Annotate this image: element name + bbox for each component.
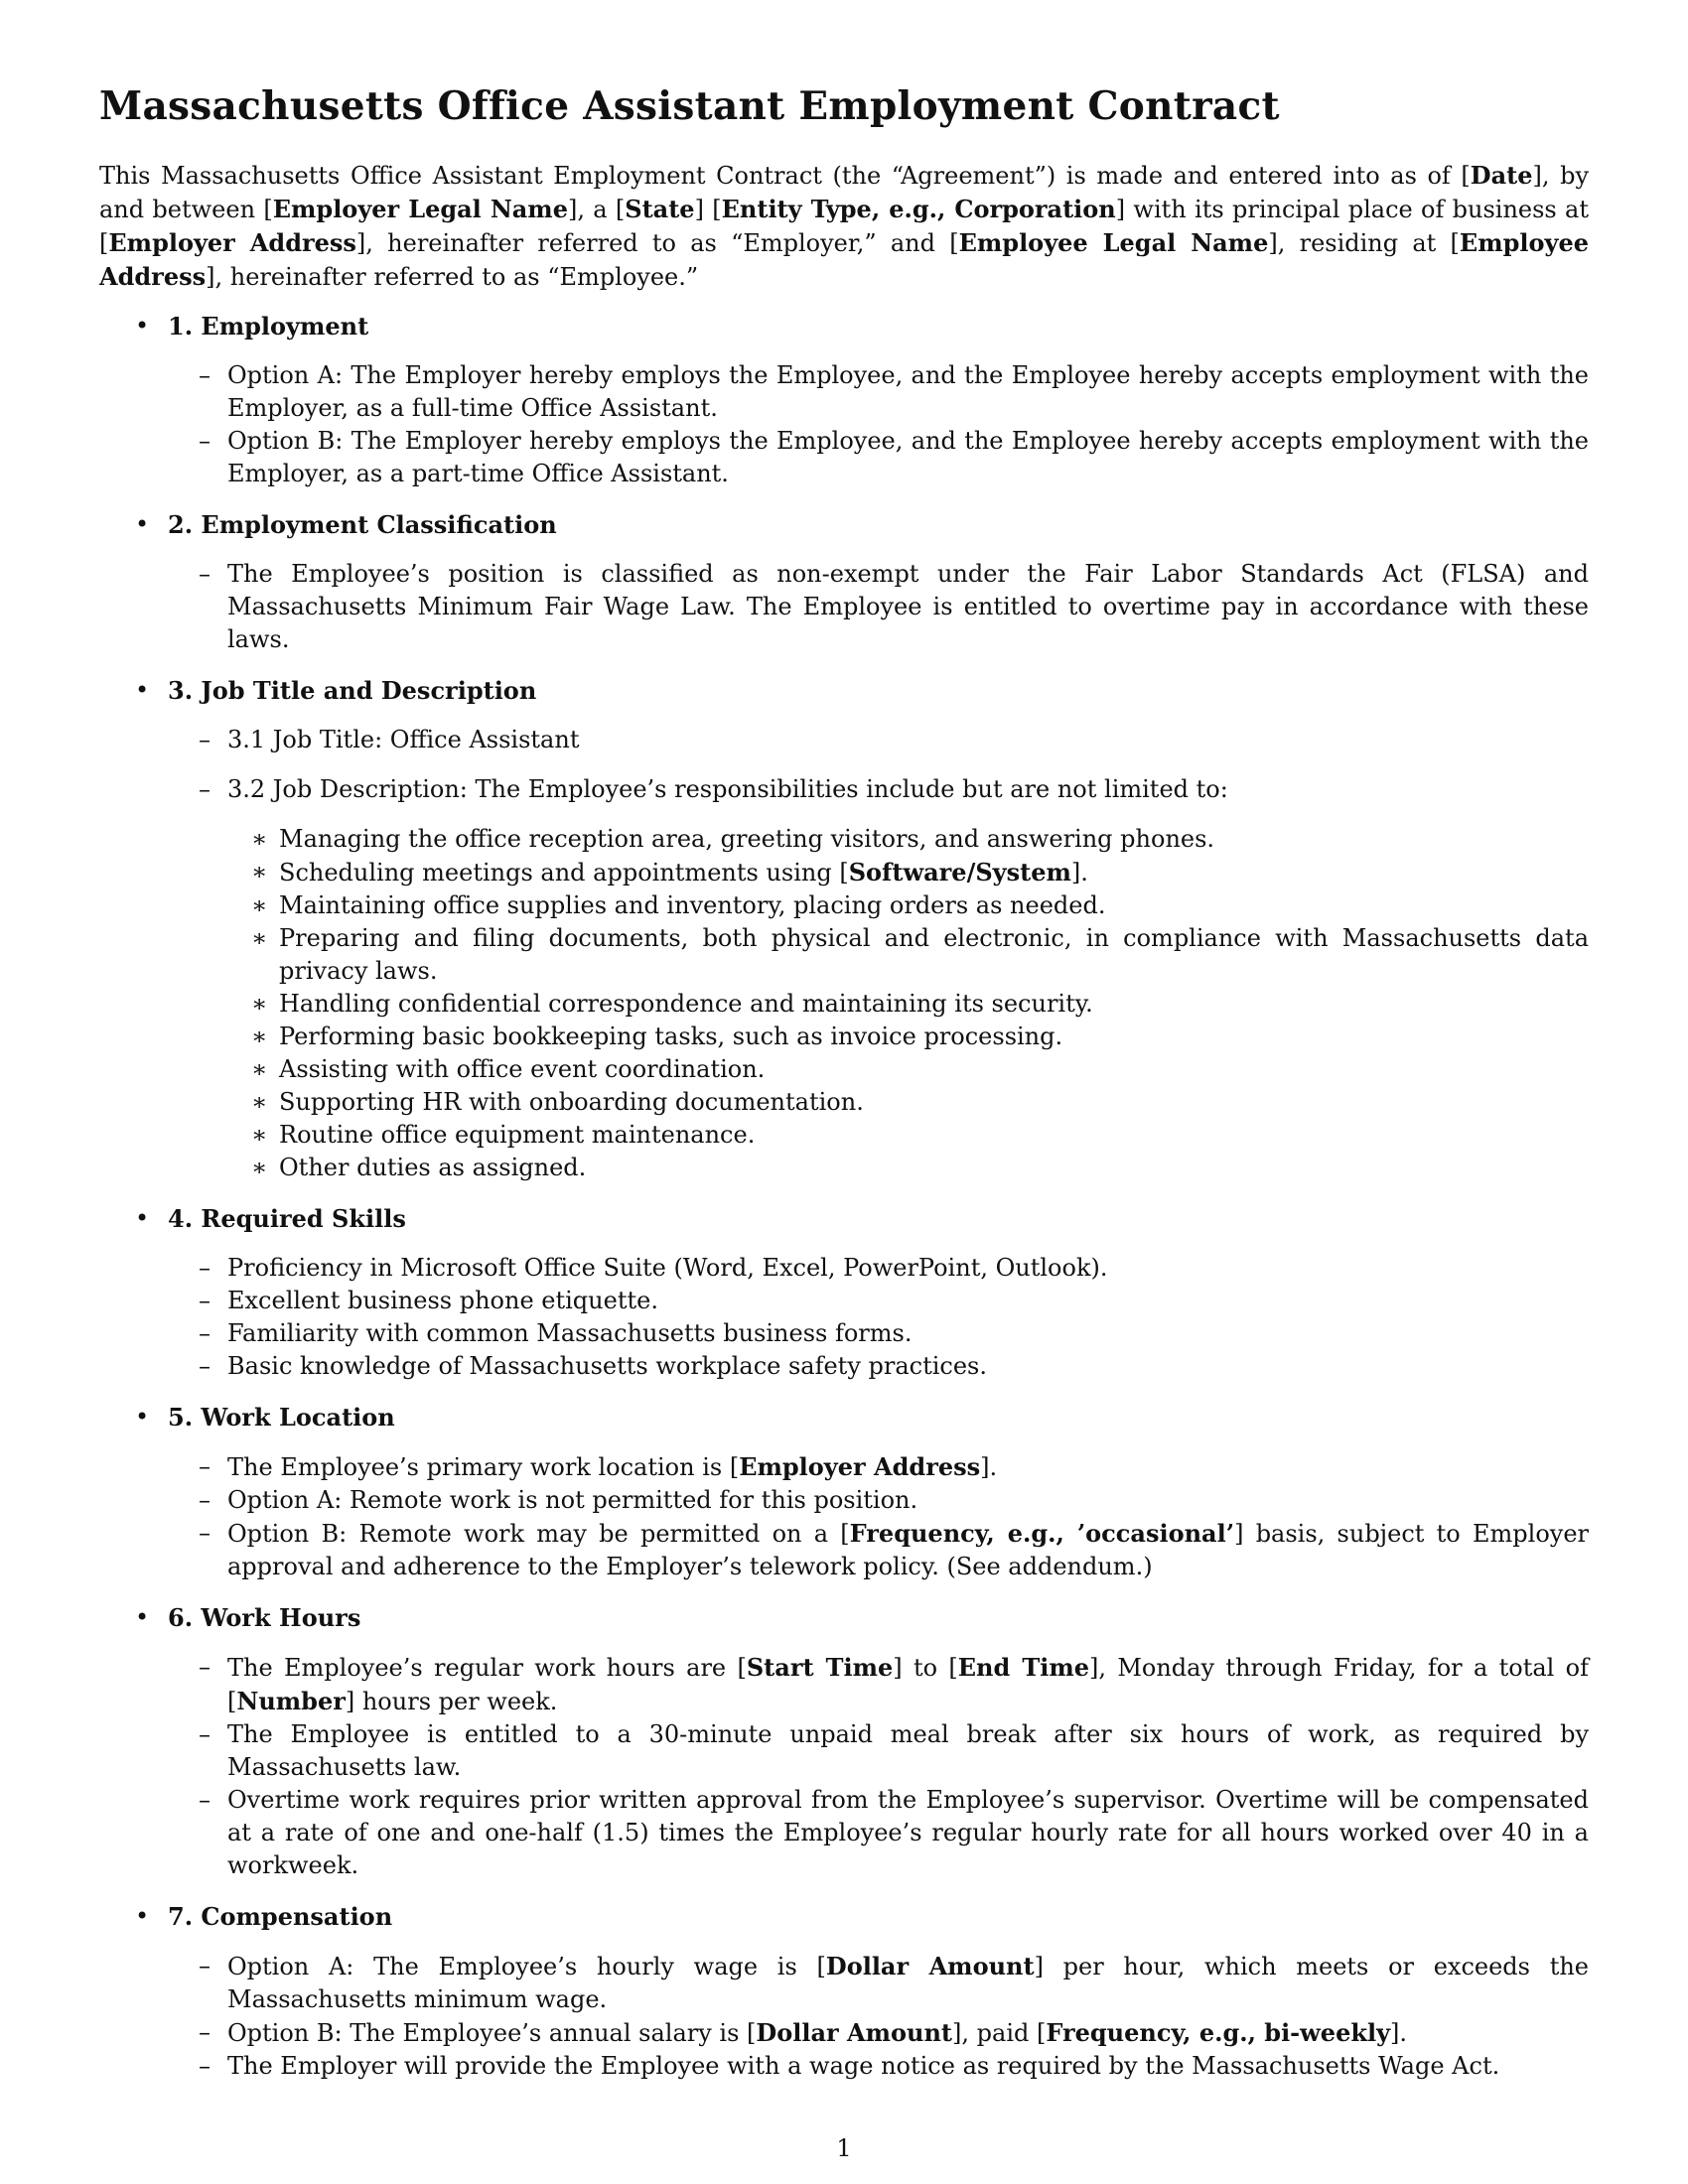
asterisk-icon: ∗ <box>251 1121 268 1149</box>
dash-icon: – <box>199 1319 211 1347</box>
bullet-icon: • <box>135 312 150 340</box>
section-employment <box>99 310 1589 490</box>
list-item: – Basic knowledge of Massachusetts workplace safety practices. <box>99 1350 1589 1383</box>
asterisk-icon: ∗ <box>251 891 268 919</box>
bullet-icon: • <box>135 1902 150 1930</box>
asterisk-icon: ∗ <box>251 990 268 1018</box>
section-heading: • 6. Work Hours <box>135 1603 361 1632</box>
section-compensation <box>99 1900 1589 2083</box>
asterisk-icon: ∗ <box>251 858 268 886</box>
duty-item: ∗ Supporting HR with onboarding documentation. <box>99 1086 1589 1119</box>
document-title: Massachusetts Office Assistant Employment Contract <box>99 83 1280 129</box>
document-page <box>99 83 1589 2101</box>
duty-item: ∗ Performing basic bookkeeping tasks, such as invoice processing. <box>99 1021 1589 1053</box>
list-item: – Option A: Remote work is not permitted for this position. <box>99 1484 1589 1517</box>
dash-icon: – <box>199 1452 211 1480</box>
dash-icon: – <box>199 775 211 803</box>
list-item: – The Employee’s regular work hours are [Start Time] to [End Time], Monday through Friday, for a total of [Number] hours per week. <box>199 1653 1589 1715</box>
section-heading: • 7. Compensation <box>135 1902 393 1931</box>
asterisk-icon: ∗ <box>251 1023 268 1050</box>
asterisk-icon: ∗ <box>251 924 268 952</box>
dash-icon: – <box>199 427 211 455</box>
asterisk-icon: ∗ <box>251 1055 268 1083</box>
section-heading: • 5. Work Location <box>135 1403 395 1432</box>
dash-icon: – <box>199 361 211 389</box>
page-number: 1 <box>836 2134 852 2162</box>
list-item: – The Employee is entitled to a 30-minute unpaid meal break after six hours of work, as required by Massachusetts law. <box>199 1720 1589 1781</box>
asterisk-icon: ∗ <box>251 825 268 853</box>
section-heading: • 4. Required Skills <box>135 1204 406 1233</box>
asterisk-icon: ∗ <box>251 1088 268 1116</box>
dash-icon: – <box>199 726 211 753</box>
dash-icon: – <box>199 1786 211 1814</box>
list-item: – Proficiency in Microsoft Office Suite (Word, Excel, PowerPoint, Outlook). <box>99 1252 1589 1285</box>
list-item: – Overtime work requires prior written approval from the Employee’s supervisor. Overtime will be compensated at a rate of one and one-half (1.5) times the Employee’s regular hourly rate for all hours worked over 40 in a workweek. <box>199 1786 1589 1879</box>
list-item: – Option A: The Employee’s hourly wage is [Dollar Amount] per hour, which meets or exceeds the Massachusetts minimum wage. <box>199 1952 1589 2013</box>
duty-item: ∗ Maintaining office supplies and inventory, placing orders as needed. <box>99 889 1589 922</box>
intro-paragraph: This Massachusetts Office Assistant Employment Contract (the “Agreement”) is made and entered into as of [Date], by and between [Employer Legal Name], a [State] [Entity Type, e.g., Corporation] with its principal place of business at [Employer Address], hereinafter referred to as “Employer,” and [Employee Legal Name], residing at [Employee Address], hereinafter referred to as “Employee.” <box>99 161 1590 291</box>
section-heading: • 3. Job Title and Description <box>135 676 537 705</box>
list-item: – The Employer will provide the Employee with a wage notice as required by the Massachusetts Wage Act. <box>99 2050 1589 2083</box>
list-item: – Option A: The Employer hereby employs the Employee, and the Employee hereby accepts employment with the Employer, as a full-time Office Assistant. <box>199 361 1589 422</box>
list-item: – Option B: Remote work may be permitted on a [Frequency, e.g., ’occasional’] basis, subject to Employer approval and adherence to the Employer’s telework policy. (See addendum.) <box>199 1519 1589 1580</box>
list-item: – Familiarity with common Massachusetts business forms. <box>99 1317 1589 1350</box>
dash-icon: – <box>199 2052 211 2080</box>
section-heading: • 2. Employment Classification <box>135 510 557 539</box>
dash-icon: – <box>199 1519 211 1547</box>
dash-icon: – <box>199 1952 211 1979</box>
dash-icon: – <box>199 1653 211 1681</box>
bullet-icon: • <box>135 1403 150 1431</box>
duty-item: ∗ Managing the office reception area, greeting visitors, and answering phones. <box>99 823 1589 856</box>
section-job-title-description <box>99 674 1589 1184</box>
duty-item: ∗ Preparing and filing documents, both physical and electronic, in compliance with Massachusetts data privacy laws. <box>251 924 1589 985</box>
dash-icon: – <box>199 2018 211 2046</box>
dash-icon: – <box>199 560 211 588</box>
dash-icon: – <box>199 1720 211 1748</box>
list-item: – The Employee’s position is classified as non-exempt under the Fair Labor Standards Act (FLSA) and Massachusetts Minimum Fair Wage Law. The Employee is entitled to overtime pay in accordance with these laws. <box>199 560 1589 653</box>
bullet-icon: • <box>135 1603 150 1631</box>
bullet-icon: • <box>135 676 150 704</box>
duty-item: ∗ Other duties as assigned. <box>99 1152 1589 1184</box>
duty-item: ∗ Scheduling meetings and appointments using [Software/System]. <box>251 858 1088 887</box>
list-item: – 3.1 Job Title: Office Assistant <box>99 724 1589 756</box>
section-heading: • 1. Employment <box>135 312 369 341</box>
asterisk-icon: ∗ <box>251 1154 268 1181</box>
list-item: – Option B: The Employee’s annual salary is [Dollar Amount], paid [Frequency, e.g., bi-weekly]. <box>199 2018 1408 2047</box>
dash-icon: – <box>199 1486 211 1514</box>
dash-icon: – <box>199 1352 211 1380</box>
section-required-skills <box>99 1202 1589 1383</box>
duty-item: ∗ Assisting with office event coordination. <box>99 1053 1589 1086</box>
section-employment-classification <box>99 508 1589 656</box>
list-item: – The Employee’s primary work location is [Employer Address]. <box>199 1452 998 1481</box>
list-item: – 3.2 Job Description: The Employee’s responsibilities include but are not limited to: <box>99 773 1589 806</box>
duty-item: ∗ Handling confidential correspondence and maintaining its security. <box>99 988 1589 1021</box>
dash-icon: – <box>199 1254 211 1282</box>
dash-icon: – <box>199 1287 211 1314</box>
duty-item: ∗ Routine office equipment maintenance. <box>99 1119 1589 1152</box>
bullet-icon: • <box>135 1204 150 1232</box>
list-item: – Excellent business phone etiquette. <box>99 1285 1589 1317</box>
section-work-hours <box>99 1601 1589 1882</box>
section-work-location <box>99 1401 1589 1583</box>
list-item: – Option B: The Employer hereby employs the Employee, and the Employee hereby accepts employment with the Employer, as a part-time Office Assistant. <box>199 427 1589 487</box>
bullet-icon: • <box>135 510 150 538</box>
